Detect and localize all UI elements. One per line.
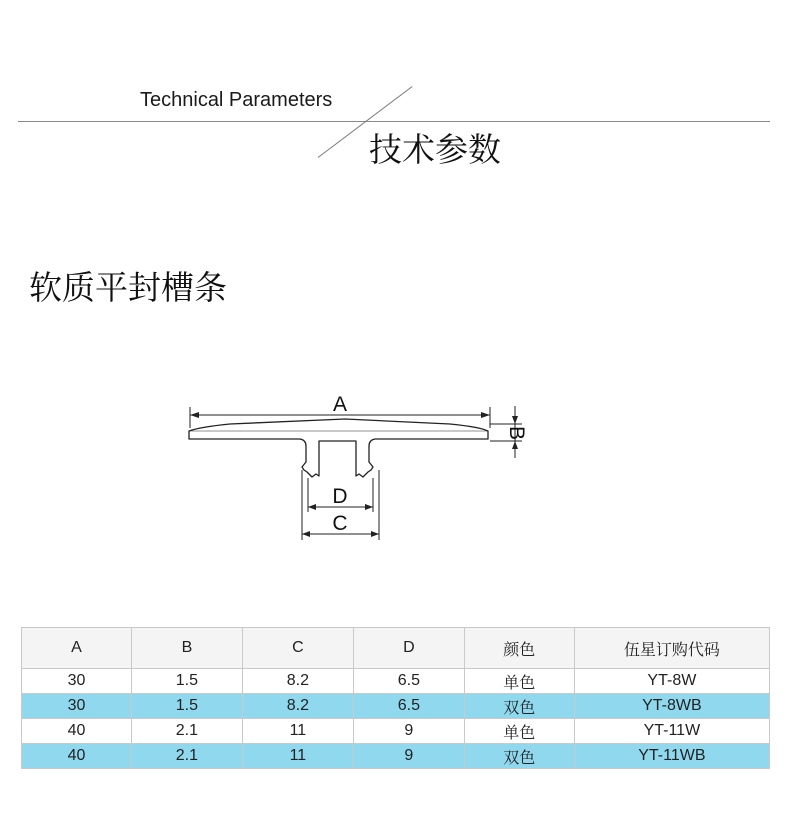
cell-d: 9	[353, 719, 464, 744]
cell-a: 30	[22, 694, 132, 719]
header-b: B	[131, 628, 242, 669]
table-row	[22, 744, 770, 769]
dim-c-label: C	[332, 512, 348, 535]
header-color: 颜色	[464, 628, 574, 669]
header-c: C	[242, 628, 353, 669]
profile-outline	[189, 419, 488, 477]
dim-d-arrow-left	[308, 504, 316, 510]
cell-a: 40	[22, 719, 132, 744]
cell-a: 40	[22, 744, 132, 769]
table-row	[22, 719, 770, 744]
dim-a-label: A	[332, 393, 348, 416]
title-en: Technical Parameters	[140, 89, 333, 111]
dim-b-label: B	[505, 425, 528, 441]
cell-d: 6.5	[353, 669, 464, 694]
cell-code: YT-11WB	[574, 744, 769, 769]
header-code: 伍星订购代码	[574, 628, 769, 669]
table-header-row	[22, 628, 770, 669]
cell-d: 9	[353, 744, 464, 769]
cell-code: YT-8W	[574, 669, 769, 694]
spec-table	[21, 627, 770, 769]
table-row	[22, 694, 770, 719]
dim-d-arrow-right	[365, 504, 373, 510]
header-d: D	[353, 628, 464, 669]
cell-c: 11	[242, 744, 353, 769]
table-row	[22, 669, 770, 694]
cell-b: 1.5	[131, 694, 242, 719]
dim-a-arrow-left	[190, 412, 199, 418]
cell-color: 单色	[464, 719, 574, 744]
cell-a: 30	[22, 669, 132, 694]
header-a: A	[22, 628, 132, 669]
dim-d-label: D	[332, 485, 348, 508]
cell-color: 双色	[464, 694, 574, 719]
dim-b-arrow-top	[512, 416, 518, 424]
dim-b-arrow-bottom	[512, 441, 518, 449]
dim-a-arrow-right	[481, 412, 490, 418]
title-cn: 技术参数	[369, 130, 501, 169]
cell-b: 1.5	[131, 669, 242, 694]
product-name: 软质平封槽条	[29, 268, 227, 307]
cell-c: 11	[242, 719, 353, 744]
cell-b: 2.1	[131, 744, 242, 769]
cell-c: 8.2	[242, 694, 353, 719]
dim-c-arrow-right	[371, 531, 379, 537]
cell-color: 双色	[464, 744, 574, 769]
cell-c: 8.2	[242, 669, 353, 694]
dim-c-arrow-left	[302, 531, 310, 537]
cell-d: 6.5	[353, 694, 464, 719]
cell-code: YT-11W	[574, 719, 769, 744]
cell-b: 2.1	[131, 719, 242, 744]
cell-code: YT-8WB	[574, 694, 769, 719]
cell-color: 单色	[464, 669, 574, 694]
